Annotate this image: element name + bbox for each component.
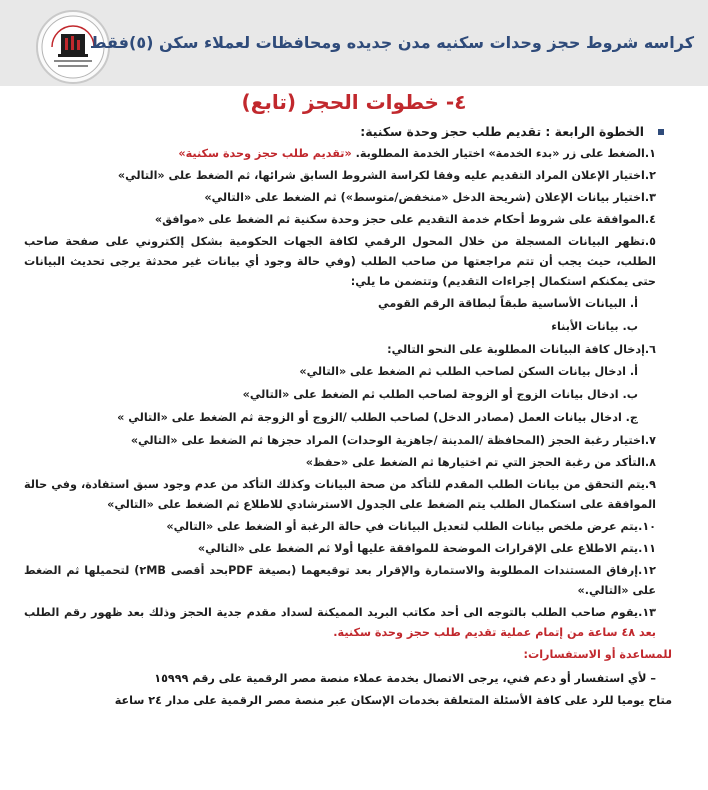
list-item: ٨.التأكد من رغبة الحجز التي تم اختيارها ثم الضغط على «حفظ» <box>305 456 656 469</box>
highlighted-text: «تقديم طلب حجز وحدة سكنية» <box>178 147 352 160</box>
list-item: ٧.اختيار رغبة الحجز (المحافظة /المدينة /جاهزية الوحدات) المراد حجزها ثم الضغط على «التالي» <box>130 434 656 447</box>
header-title: كراسه شروط حجز وحدات سكنيه مدن جديده ومحافظات لعملاء سكن (٥)فقط <box>89 33 694 52</box>
section-title: ٤- خطوات الحجز (تابع) <box>241 90 467 114</box>
help-line: متاح يوميا للرد على كافة الأسئلة المتعلقة بخدمات الإسكان عبر منصة مصر الرقمية على مدار ٢٤ ساعة <box>114 694 672 707</box>
list-item: ٦.إدخال كافة البيانات المطلوبة على النحو التالي: <box>387 343 656 356</box>
list-item: ١٠.يتم عرض ملخص بيانات الطلب لتعديل البيانات في حالة الرغبة أو الضغط على «التالي» <box>166 520 656 533</box>
step-heading: الخطوة الرابعة : تقديم طلب حجز وحدة سكنية: <box>24 122 686 142</box>
list-item: ٣.اختيار بيانات الإعلان (شريحة الدخل «منخفض/متوسط») ثم الضغط على «التالي» <box>204 191 656 204</box>
list-item: ٢.اختيار الإعلان المراد التقديم عليه وفقا لكراسة الشروط السابق شرائها، ثم الضغط على «التالي» <box>117 169 656 182</box>
list-item: ١١.يتم الاطلاع على الإقرارات الموضحة للموافقة عليها أولا ثم الضغط على «التالي» <box>197 542 656 555</box>
help-line: – لأي استفسار أو دعم فني، يرجى الاتصال بخدمة عملاء منصة مصر الرقمية على رقم ١٥٩٩٩ <box>154 672 656 685</box>
content-body <box>24 122 686 711</box>
list-item: ٥.تظهر البيانات المسجلة من خلال المحول الرقمي لكافة الجهات الحكومية بشكل إلكتروني على صفحة صاحب الطلب، حيث يجب أن تتم مراجعتها من صاحب الطلب (وفي حالة وجود أي بيانات غير محدثة يرجى تحديث البيانات حتى يمكنكم استكمال إجراءات التقديم) وتتضمن ما يلي: <box>24 235 656 288</box>
sub-list-item: ج. ادخال بيانات العمل (مصادر الدخل) لصاحب الطلب /الزوج أو الزوجة ثم الضغط على «التالي » <box>117 411 638 424</box>
sub-list-item: ب. بيانات الأبناء <box>551 320 638 333</box>
list-item: ١٢.إرفاق المستندات المطلوبة والاستمارة والإقرار بعد توقيعهما (بصيغة PDFبحد أقصى ٢MB) لتحميلها ثم الضغط على «التالي.» <box>24 564 656 597</box>
list-item: ١٣.يقوم صاحب الطلب بالتوجه الى أحد مكاتب البريد المميكنة لسداد مقدم جدية الحجز وذلك بعد ظهور رقم الطلب بعد ٤٨ ساعة من إتمام عملية تقديم طلب حجز وحدة سكنية. <box>24 606 656 639</box>
list-item: ٩.يتم التحقق من بيانات الطلب المقدم للتأكد من صحة البيانات وكذلك التأكد من عدم وجود سبق استفادة، وفي حالة الموافقة على استكمال الطلب يتم الضغط على الجدول الاسترشادي للاطلاع ثم الضغط على «التالي» <box>24 478 656 511</box>
sub-list-item: أ. البيانات الأساسية طبقاً لبطاقة الرقم القومي <box>378 297 638 310</box>
square-bullet-icon <box>658 129 664 135</box>
list-item: ١.الضغط على زر «بدء الخدمة» اختيار الخدمة المطلوبة. «تقديم طلب حجز وحدة سكنية» <box>178 147 656 160</box>
list-item: ٤.الموافقة على شروط أحكام خدمة التقديم على حجز وحدة سكنية ثم الضغط على «موافق» <box>154 213 656 226</box>
highlighted-text: بعد ٤٨ ساعة من إتمام عملية تقديم طلب حجز وحدة سكنية. <box>333 626 656 639</box>
sub-list-item: ب. ادخال بيانات الزوج أو الزوجة لصاحب الطلب ثم الضغط على «التالي» <box>242 388 638 401</box>
sub-list-item: أ. ادخال بيانات السكن لصاحب الطلب ثم الضغط على «التالي» <box>299 365 638 378</box>
help-title: للمساعدة أو الاستفسارات: <box>523 648 672 661</box>
